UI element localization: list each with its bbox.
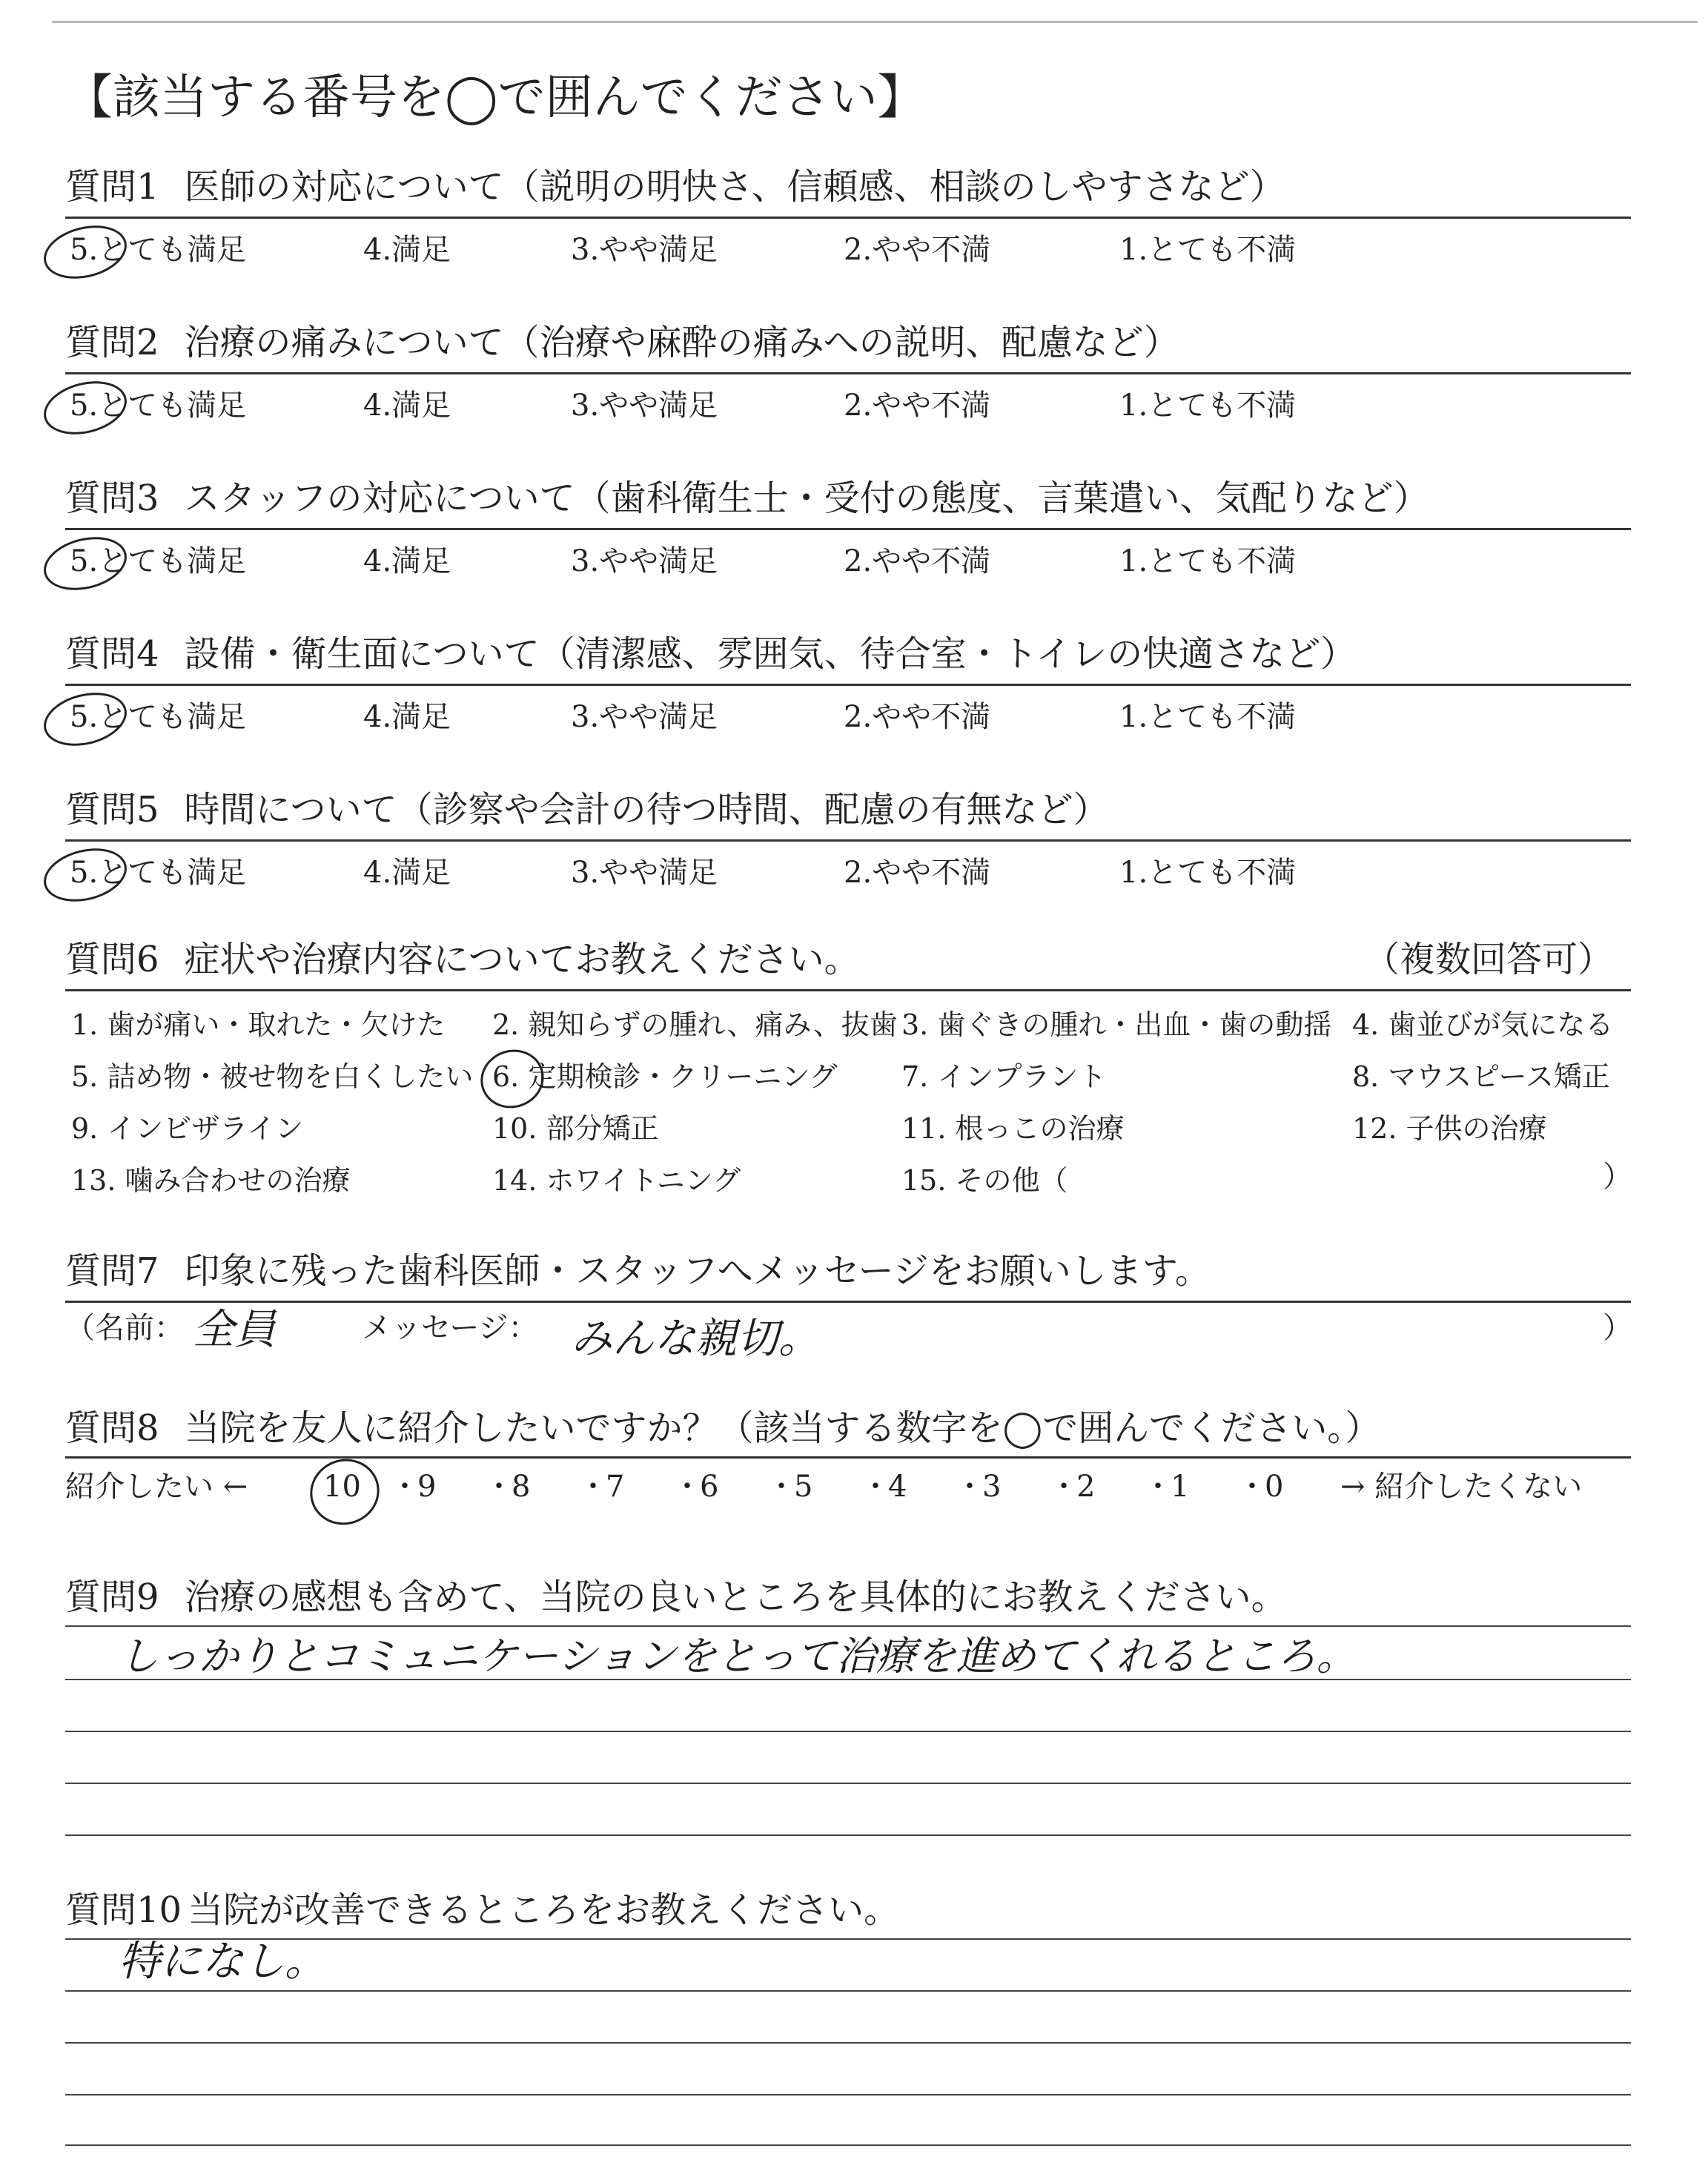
q2-option-4[interactable]: 4.満足: [363, 389, 451, 423]
q7-message-label: メッセージ：: [362, 1311, 538, 1345]
q10-line-2: [65, 1990, 1631, 1992]
q2-title: [65, 320, 1179, 365]
q8-scale-separator: ・: [1237, 1470, 1267, 1504]
q8-scale-3[interactable]: 3: [982, 1470, 1002, 1504]
q8-scale-6[interactable]: 6: [700, 1470, 719, 1504]
q4-option-3[interactable]: 3.やや満足: [571, 700, 718, 734]
q8-scale-separator: ・: [955, 1470, 984, 1504]
q2-rule: [65, 372, 1631, 374]
q1-option-1[interactable]: 1.とても不満: [1119, 233, 1297, 267]
q4-option-1[interactable]: 1.とても不満: [1119, 700, 1297, 734]
q6-option-12[interactable]: 12. 子供の治療: [1352, 1112, 1547, 1145]
q8-scale-8[interactable]: 8: [512, 1470, 531, 1504]
q9-answer[interactable]: しっかりとコミュニケーションをとって治療を進めてくれるところ。: [119, 1633, 1357, 1680]
q8-scale-1[interactable]: 1: [1171, 1470, 1190, 1504]
q8-scale-10[interactable]: 10: [323, 1470, 361, 1504]
q1-number: 質問1: [65, 166, 159, 208]
q3-option-5[interactable]: 5.とても満足: [70, 544, 247, 578]
q9-title: [65, 1575, 1287, 1619]
q10-line-4: [65, 2094, 1631, 2095]
q8-scale-separator: ・: [484, 1470, 514, 1504]
q3-number: 質問3: [65, 478, 159, 519]
q5-rule: [65, 839, 1631, 842]
q10-line-3: [65, 2042, 1631, 2044]
q8-scale-separator: ・: [390, 1470, 420, 1504]
q4-text: 設備・衛生面について（清潔感、雰囲気、待合室・トイレの快適さなど）: [184, 633, 1357, 675]
q8-scale-separator: ・: [861, 1470, 890, 1504]
q1-option-5[interactable]: 5.とても満足: [70, 233, 247, 267]
q8-scale-2[interactable]: 2: [1076, 1470, 1096, 1504]
q6-option-14[interactable]: 14. ホワイトニング: [492, 1164, 741, 1197]
q4-option-4[interactable]: 4.満足: [363, 700, 451, 734]
q4-rule: [65, 684, 1631, 686]
q9-line-5: [65, 1834, 1631, 1836]
q2-selection-circle: [38, 373, 132, 443]
q2-number: 質問2: [65, 322, 159, 363]
q2-option-2[interactable]: 2.やや不満: [844, 389, 991, 423]
q8-selection-circle: [301, 1450, 388, 1535]
q8-scale-separator: ・: [767, 1470, 796, 1504]
q8-scale-0[interactable]: 0: [1265, 1470, 1284, 1504]
q4-selection-circle: [38, 684, 132, 754]
q1-title: [65, 165, 1285, 209]
q5-option-1[interactable]: 1.とても不満: [1119, 856, 1297, 890]
q4-option-2[interactable]: 2.やや不満: [844, 700, 991, 734]
q7-rule: [65, 1301, 1631, 1303]
q3-selection-circle: [38, 529, 132, 598]
q6-rule: [65, 989, 1631, 991]
q1-rule: [65, 217, 1631, 219]
q1-option-2[interactable]: 2.やや不満: [844, 233, 991, 267]
q7-text: 印象に残った歯科医師・スタッフへメッセージをお願いします。: [184, 1250, 1211, 1292]
q8-scale-5[interactable]: 5: [794, 1470, 813, 1504]
q6-option-7[interactable]: 7. インプラント: [901, 1060, 1107, 1093]
q6-text: 症状や治療内容についてお教えください。: [184, 939, 860, 980]
q3-title: [65, 476, 1429, 521]
q2-text: 治療の痛みについて（治療や麻酔の痛みへの説明、配慮など）: [184, 322, 1179, 363]
q8-title: [65, 1406, 1380, 1450]
q6-option-3[interactable]: 3. 歯ぐきの腫れ・出血・歯の動揺: [901, 1008, 1332, 1041]
q6-option-5[interactable]: 5. 詰め物・被せ物を白くしたい: [71, 1060, 474, 1093]
q9-line-1: [65, 1625, 1631, 1627]
q6-note: （複数回答可）: [1364, 939, 1614, 980]
q6-selection-circle: [473, 1042, 552, 1117]
q8-right-label: → 紹介したくない: [1340, 1470, 1583, 1504]
q6-option-2[interactable]: 2. 親知らずの腫れ、痛み、抜歯: [492, 1008, 898, 1041]
q7-number: 質問7: [65, 1250, 159, 1292]
q8-scale-separator: ・: [672, 1470, 702, 1504]
q5-title: [65, 787, 1109, 832]
q5-option-4[interactable]: 4.満足: [363, 856, 451, 890]
q5-number: 質問5: [65, 789, 159, 830]
q8-rule: [65, 1456, 1631, 1459]
q6-option-4[interactable]: 4. 歯並びが気になる: [1352, 1008, 1614, 1041]
q5-text: 時間について（診察や会計の待つ時間、配慮の有無など）: [184, 789, 1109, 830]
q8-scale-9[interactable]: 9: [417, 1470, 437, 1504]
q8-scale-4[interactable]: 4: [888, 1470, 907, 1504]
q2-option-3[interactable]: 3.やや満足: [571, 389, 718, 423]
q1-selection-circle: [38, 217, 132, 287]
q10-number: 質問10: [65, 1889, 182, 1931]
q6-option-15[interactable]: 15. その他（: [901, 1164, 1068, 1197]
q2-option-5[interactable]: 5.とても満足: [70, 389, 247, 423]
q3-option-2[interactable]: 2.やや不満: [844, 544, 991, 578]
q3-rule: [65, 528, 1631, 530]
q6-title: [65, 937, 860, 982]
q9-number: 質問9: [65, 1576, 159, 1618]
q3-text: スタッフの対応について（歯科衛生士・受付の態度、言葉遣い、気配りなど）: [184, 478, 1429, 519]
q6-other-close: ）: [1603, 1160, 1632, 1194]
q8-left-label: 紹介したい ←: [65, 1470, 248, 1504]
q7-message-value[interactable]: みんな親切。: [571, 1315, 820, 1363]
q6-option-6[interactable]: 6. 定期検診・クリーニング: [492, 1060, 838, 1093]
q1-text: 医師の対応について（説明の明快さ、信頼感、相談のしやすさなど）: [184, 166, 1285, 208]
q8-number: 質問8: [65, 1407, 159, 1449]
q8-scale-separator: ・: [1049, 1470, 1079, 1504]
q9-line-3: [65, 1731, 1631, 1732]
q10-line-5: [65, 2144, 1631, 2146]
q3-option-4[interactable]: 4.満足: [363, 544, 451, 578]
q10-text: 当院が改善できるところをお教えください。: [188, 1889, 900, 1931]
q5-option-3[interactable]: 3.やや満足: [571, 856, 718, 890]
q3-option-1[interactable]: 1.とても不満: [1119, 544, 1297, 578]
instruction-heading: 【該当する番号を◯で囲んでください】: [65, 70, 925, 125]
q8-scale-separator: ・: [1143, 1470, 1173, 1504]
q5-selection-circle: [38, 840, 132, 910]
q1-option-3[interactable]: 3.やや満足: [571, 233, 718, 267]
q10-answer[interactable]: 特になし。: [119, 1938, 326, 1986]
q4-option-5[interactable]: 5.とても満足: [70, 700, 247, 734]
q7-close: ）: [1603, 1311, 1632, 1345]
q6-option-13[interactable]: 13. 噛み合わせの治療: [71, 1164, 351, 1197]
q3-option-3[interactable]: 3.やや満足: [571, 544, 718, 578]
q6-number: 質問6: [65, 939, 159, 980]
top-border: [52, 21, 1698, 23]
q7-name-label: （名前：: [65, 1311, 184, 1345]
q10-title: [65, 1888, 899, 1932]
q4-number: 質問4: [65, 633, 159, 675]
q2-option-1[interactable]: 1.とても不満: [1119, 389, 1297, 423]
q4-title: [65, 632, 1356, 676]
q7-title: [65, 1249, 1211, 1293]
q6-option-1[interactable]: 1. 歯が痛い・取れた・欠けた: [71, 1008, 446, 1041]
q8-scale-7[interactable]: 7: [606, 1470, 625, 1504]
q9-line-2: [65, 1679, 1631, 1680]
q6-option-9[interactable]: 9. インビザライン: [71, 1112, 304, 1145]
q9-text: 治療の感想も含めて、当院の良いところを具体的にお教えください。: [184, 1576, 1287, 1618]
q1-option-4[interactable]: 4.満足: [363, 233, 451, 267]
q8-scale-separator: ・: [578, 1470, 608, 1504]
q6-option-8[interactable]: 8. マウスピース矯正: [1352, 1060, 1610, 1093]
q5-option-2[interactable]: 2.やや不満: [844, 856, 991, 890]
q6-option-11[interactable]: 11. 根っこの治療: [901, 1112, 1125, 1145]
q6-option-10[interactable]: 10. 部分矯正: [492, 1112, 659, 1145]
q9-line-4: [65, 1783, 1631, 1784]
q5-option-5[interactable]: 5.とても満足: [70, 856, 247, 890]
q8-text: 当院を友人に紹介したいですか？（該当する数字を◯で囲んでください。）: [184, 1407, 1381, 1449]
q7-name-value[interactable]: 全員: [193, 1306, 276, 1354]
